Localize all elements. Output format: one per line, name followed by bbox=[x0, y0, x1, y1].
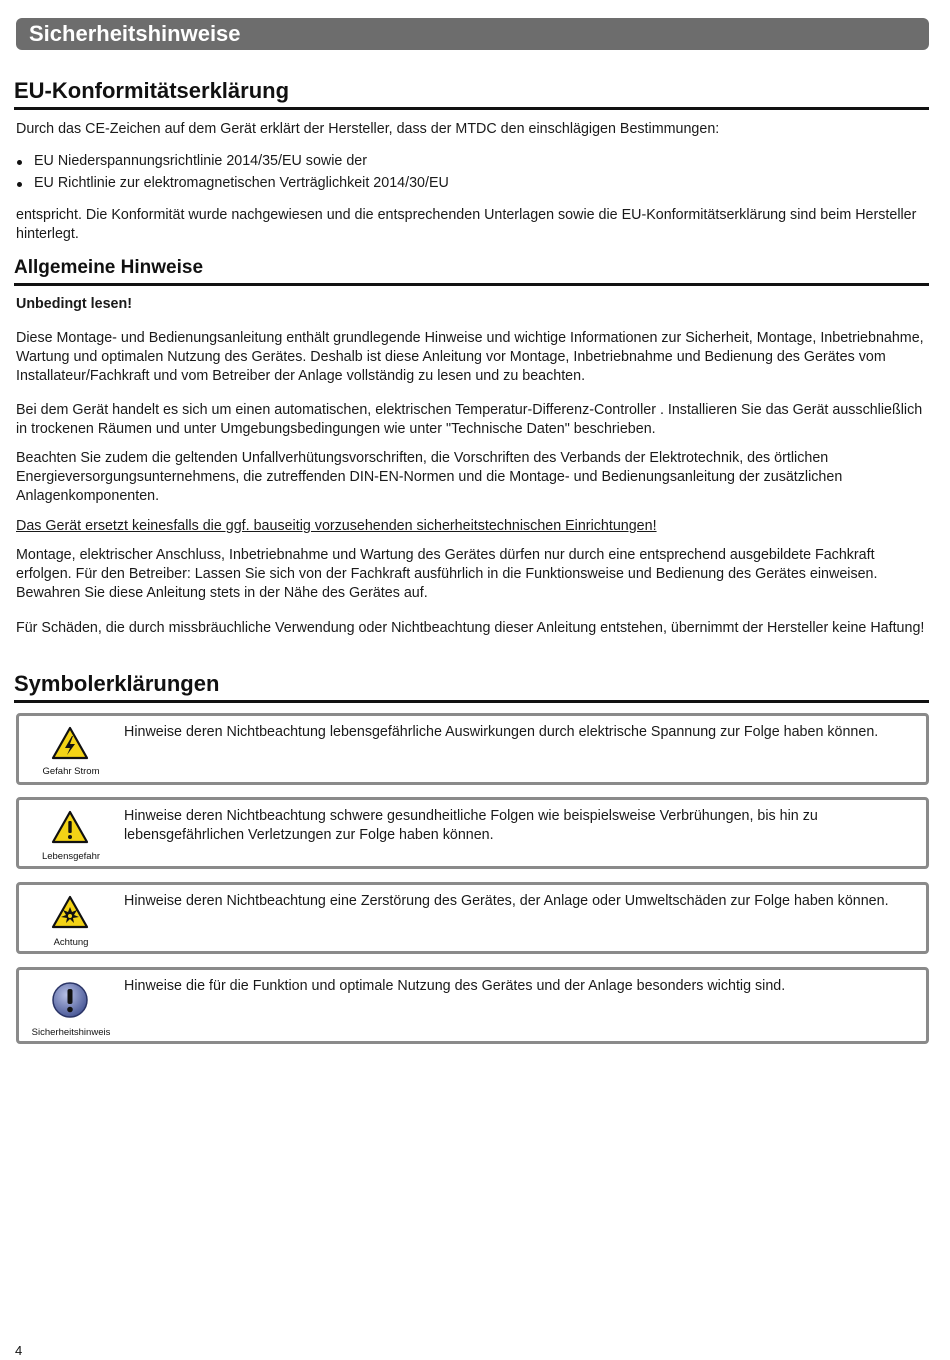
symbol-description: Hinweise die für die Funktion und optimale Nutzung des Gerätes und der Anlage besonders wichtig sind. bbox=[124, 978, 786, 994]
list-item: EU Niederspannungsrichtlinie 2014/35/EU sowie der bbox=[16, 150, 449, 172]
symbol-box-safety-note bbox=[16, 967, 929, 1044]
symbol-description: Hinweise deren Nichtbeachtung schwere gesundheitliche Folgen wie beispielsweise Verbrühungen, bis hin zu lebensgefährlichen Verletzungen zur Folge haben können. bbox=[124, 808, 818, 843]
general-warning-icon bbox=[51, 810, 89, 844]
eu-conformity-heading: EU-Konformitätserklärung bbox=[14, 76, 929, 110]
symbol-caption: Lebensgefahr bbox=[41, 851, 101, 862]
symbol-box-electric bbox=[16, 713, 929, 785]
eu-intro-text: Durch das CE-Zeichen auf dem Gerät erklärt der Hersteller, dass der MTDC den einschlägigen Bestimmungen: bbox=[16, 121, 720, 137]
symbols-heading: Symbolerklärungen bbox=[14, 669, 929, 703]
general-paragraph-1: Diese Montage- und Bedienungsanleitung enthält grundlegende Hinweise und wichtige Informationen zur Sicherheit, Montage, Inbetriebnahme, Wartung und optimalen Nutzung des Gerätes. Deshalb ist diese Anleitung vor Montage, Inbetriebnahme und Bedienung des Gerätes vom Installateur/Fachkraft und vom Betreiber der Anlage vollständig zu lesen und zu beachten. bbox=[16, 330, 924, 384]
general-paragraph-3: Beachten Sie zudem die geltenden Unfallverhütungsvorschriften, die Vorschriften des Verbands der Elektrotechnik, des örtlichen Energieversorgungsunternehmens, die zutreffenden DIN-EN-Normen und die Montage- und Bedienungsanleitung der zusätzlichen Anlagenkomponenten. bbox=[16, 450, 843, 504]
general-paragraph-4: Das Gerät ersetzt keinesfalls die ggf. bauseitig vorzusehenden sicherheitstechnischen Einrichtungen! bbox=[16, 518, 657, 534]
must-read-notice: Unbedingt lesen! bbox=[16, 296, 132, 312]
symbol-description: Hinweise deren Nichtbeachtung lebensgefährliche Auswirkungen durch elektrische Spannung zur Folge haben können. bbox=[124, 724, 879, 740]
electric-hazard-icon bbox=[51, 726, 89, 760]
page-number: 4 bbox=[15, 1343, 23, 1358]
general-paragraph-5: Montage, elektrischer Anschluss, Inbetriebnahme und Wartung des Gerätes dürfen nur durch eine entsprechend ausgebildete Fachkraft erfolgen. Für den Betreiber: Lassen Sie sich von der Fachkraft ausführlich in die Funktionsweise und Bedienung des Gerätes einweisen. Bewahren Sie diese Anleitung stets in der Nähe des Gerätes auf. bbox=[16, 547, 878, 601]
symbol-box-attention bbox=[16, 882, 929, 954]
page-header-bar bbox=[16, 18, 929, 50]
eu-outro-text: entspricht. Die Konformität wurde nachgewiesen und die entsprechenden Unterlagen sowie die EU-Konformitätserklärung sind beim Hersteller hinterlegt. bbox=[16, 207, 917, 242]
general-notes-heading: Allgemeine Hinweise bbox=[14, 255, 929, 286]
exclamation-circle-icon bbox=[51, 981, 89, 1019]
symbol-box-danger bbox=[16, 797, 929, 869]
symbol-caption: Sicherheitshinweis bbox=[31, 1027, 111, 1038]
list-item: EU Richtlinie zur elektromagnetischen Verträglichkeit 2014/30/EU bbox=[16, 172, 449, 194]
symbol-caption: Achtung bbox=[53, 937, 89, 948]
general-paragraph-6: Für Schäden, die durch missbräuchliche Verwendung oder Nichtbeachtung dieser Anleitung entstehen, übernimmt der Hersteller keine Haftung! bbox=[16, 620, 925, 636]
general-paragraph-2: Bei dem Gerät handelt es sich um einen automatischen, elektrischen Temperatur-Differenz-Controller . Installieren Sie das Gerät ausschließlich in trockenen Räumen und unter Umgebungsbedingungen wie unter "Technische Daten" beschrieben. bbox=[16, 402, 923, 437]
explosion-warning-icon bbox=[51, 895, 89, 929]
symbol-description: Hinweise deren Nichtbeachtung eine Zerstörung des Gerätes, der Anlage oder Umweltschäden zur Folge haben können. bbox=[124, 893, 889, 909]
symbol-caption: Gefahr Strom bbox=[42, 766, 100, 777]
eu-directive-list bbox=[16, 150, 449, 194]
page-header-title: Sicherheitshinweise bbox=[29, 21, 241, 46]
